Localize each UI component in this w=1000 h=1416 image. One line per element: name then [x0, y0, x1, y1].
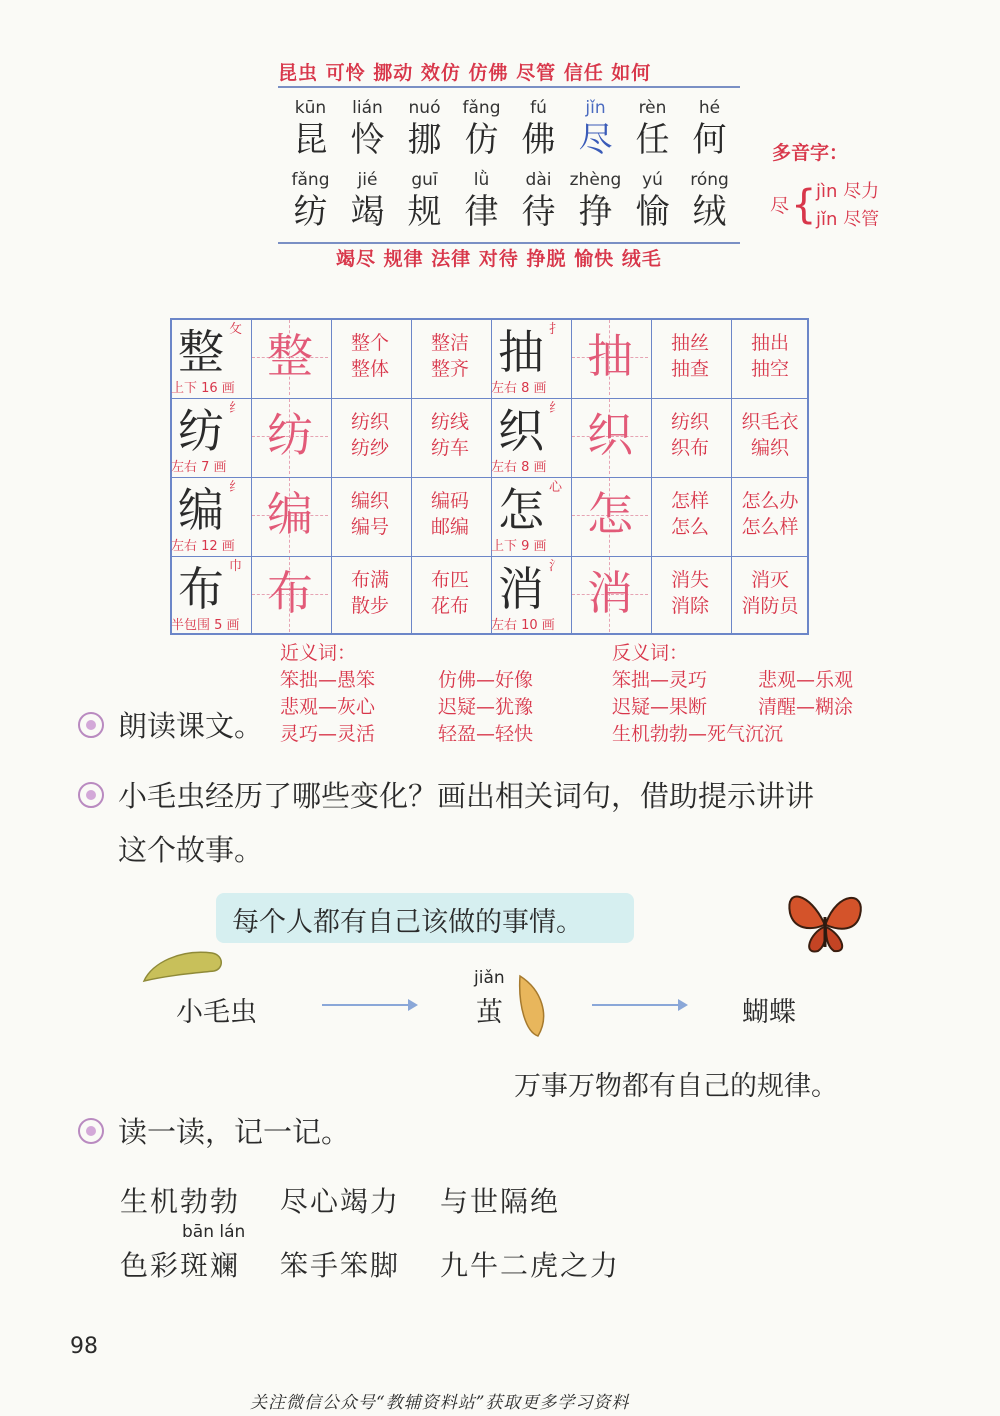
antonym-pair: 悲观—乐观: [758, 669, 854, 691]
character: 任: [635, 120, 670, 160]
structure-label: 左右 10 画: [491, 618, 555, 633]
word-pair: [410, 488, 490, 540]
words-cell: [730, 397, 810, 476]
reading: jìn 尽力: [816, 181, 880, 202]
structure-label: 左右 8 画: [491, 381, 547, 396]
word-pair: [330, 409, 410, 461]
word-pair: [330, 330, 410, 382]
radical: 扌: [548, 322, 562, 337]
word: 纺织: [350, 411, 389, 433]
words-cell: [650, 397, 730, 476]
character: 挣: [578, 192, 613, 232]
synonyms-col-2: [438, 667, 533, 748]
word: 编号: [350, 516, 389, 538]
radical: 攵: [228, 322, 242, 337]
radical: 纟: [228, 480, 242, 495]
idiom: 尽心竭力: [280, 1185, 401, 1218]
idiom: 色彩斑斓: [120, 1249, 241, 1282]
character-highlight: 尽: [578, 120, 613, 160]
pinyin-highlight: jǐn: [585, 98, 606, 118]
structure-label: 半包围 5 画: [171, 618, 240, 633]
pinyin: zhèng: [569, 170, 622, 190]
word: 怎么: [670, 516, 709, 538]
arrow-icon: [592, 1004, 686, 1006]
pinyin: guī: [411, 170, 438, 190]
trace-character: 纺: [267, 408, 313, 462]
new-words-list-2: 竭尽 规律 法律 对待 挣脱 愉快 绒毛: [336, 248, 662, 270]
radical: 氵: [548, 559, 562, 574]
word: 编织: [750, 437, 789, 459]
bullet-icon: [78, 782, 104, 808]
word: 花布: [430, 595, 469, 617]
words-cell: [730, 555, 810, 634]
pinyin: lián: [352, 98, 383, 118]
word: 编织: [350, 490, 389, 512]
structure-label: 左右 12 画: [171, 539, 235, 554]
radical: 纟: [548, 401, 562, 416]
character: 昆: [293, 120, 328, 160]
page-number: 98: [70, 1334, 98, 1359]
character: 仿: [464, 120, 499, 160]
character: 律: [464, 192, 499, 232]
trace-character: 整: [267, 329, 313, 383]
word: 散步: [350, 595, 389, 617]
char-cell: [490, 318, 570, 397]
character: 纺: [293, 192, 328, 232]
grid-character: 编: [178, 483, 224, 537]
word-pair: [330, 567, 410, 619]
word: 织布: [670, 437, 709, 459]
words-cell: [410, 555, 490, 634]
radical: 心: [548, 480, 562, 495]
trace-character: 织: [587, 408, 633, 462]
character: 佛: [521, 120, 556, 160]
footer-text: 关注微信公众号“教辅资料站”获取更多学习资料: [250, 1393, 630, 1413]
hint-banner-text: 每个人都有自己该做的事情。: [232, 907, 583, 938]
radical: 巾: [228, 559, 242, 574]
character: 愉: [635, 192, 670, 232]
words-cell: [330, 555, 410, 634]
trace-character: 怎: [587, 487, 633, 541]
butterfly-icon: [780, 885, 870, 965]
words-cell: [410, 476, 490, 555]
synonym-pair: 笨拙—愚笨: [280, 669, 376, 691]
trace-cell: [570, 318, 650, 397]
word-pair: [650, 330, 730, 382]
pinyin: nuó: [408, 98, 441, 118]
word: 抽查: [670, 358, 709, 380]
idiom: 与世隔绝: [440, 1185, 561, 1218]
idiom: 九牛二虎之力: [440, 1249, 621, 1282]
stage-butterfly: 蝴蝶: [742, 997, 796, 1028]
word-pair: [730, 488, 810, 540]
word: 消失: [670, 569, 709, 591]
stage-cocoon-pinyin: jiǎn: [474, 968, 505, 988]
word: 纺线: [430, 411, 469, 433]
antonym-pair: 生机勃勃—死气沉沉: [612, 723, 784, 745]
pinyin: rèn: [638, 98, 667, 118]
question-2-line-1: 小毛虫经历了哪些变化？画出相关词句，借助提示讲讲: [118, 779, 815, 813]
word-pair: [730, 567, 810, 619]
trace-character: 消: [587, 566, 633, 620]
structure-label: 上下 9 画: [491, 539, 547, 554]
words-cell: [730, 476, 810, 555]
structure-label: 上下 16 画: [171, 381, 235, 396]
word: 怎样: [670, 490, 709, 512]
synonym-pair: 仿佛—好像: [438, 669, 534, 691]
grid-character: 抽: [498, 325, 544, 379]
pinyin: fǎng: [462, 98, 501, 118]
stage-cocoon: 茧: [476, 997, 503, 1028]
word-pair: [410, 409, 490, 461]
word-pair: [330, 488, 410, 540]
word: 抽出: [750, 332, 789, 354]
arrow-icon: [322, 1004, 416, 1006]
divider-top: [278, 86, 740, 88]
word: 布满: [350, 569, 389, 591]
word-pair: [650, 488, 730, 540]
char-cell: [170, 318, 250, 397]
char-cell: [490, 555, 570, 634]
word-pair: [650, 567, 730, 619]
word: 整洁: [430, 332, 469, 354]
trace-character: 抽: [587, 329, 633, 383]
synonym-pair: 迟疑—犹豫: [438, 696, 534, 718]
polyphone-readings: [816, 178, 879, 234]
word: 纺车: [430, 437, 469, 459]
word: 怎么样: [741, 516, 799, 538]
trace-cell: [250, 397, 330, 476]
word: 布匹: [430, 569, 469, 591]
word-pair: [730, 409, 810, 461]
word: 消防员: [741, 595, 799, 617]
stage-caterpillar: 小毛虫: [176, 997, 257, 1028]
char-cell: [170, 397, 250, 476]
bullet-icon: [78, 712, 104, 738]
word: 纺纱: [350, 437, 389, 459]
antonym-pair: 清醒—糊涂: [758, 696, 854, 718]
trace-cell: [250, 476, 330, 555]
pinyin: dài: [525, 170, 552, 190]
word: 消除: [670, 595, 709, 617]
word-pair: [650, 409, 730, 461]
words-cell: [330, 318, 410, 397]
word-pair: [730, 330, 810, 382]
structure-label: 左右 7 画: [171, 460, 227, 475]
grid-character: 消: [498, 562, 544, 616]
trace-cell: [250, 318, 330, 397]
character: 绒: [692, 192, 727, 232]
char-row-1: [282, 96, 738, 160]
words-cell: [650, 318, 730, 397]
word: 整齐: [430, 358, 469, 380]
character: 竭: [350, 192, 385, 232]
bullet-icon: [78, 1118, 104, 1144]
synonym-pair: 轻盈—轻快: [438, 723, 534, 745]
words-cell: [410, 318, 490, 397]
char-cell: [170, 555, 250, 634]
antonyms-col-2: [758, 667, 853, 721]
grid-character: 织: [498, 404, 544, 458]
pinyin: jié: [357, 170, 378, 190]
words-cell: [410, 397, 490, 476]
word: 怎么办: [741, 490, 799, 512]
word: 整体: [350, 358, 389, 380]
word: 编码: [430, 490, 469, 512]
synonyms-col-1: [280, 667, 375, 748]
word: 消灭: [750, 569, 789, 591]
word: 抽丝: [670, 332, 709, 354]
idiom: 笨手笨脚: [280, 1249, 401, 1282]
trace-character: 编: [267, 487, 313, 541]
pinyin: yú: [642, 170, 663, 190]
radical: 纟: [228, 401, 242, 416]
trace-character: 布: [267, 566, 313, 620]
polyphone-char: [770, 182, 816, 228]
polyphone-title: 多音字：: [772, 142, 849, 164]
character: 何: [692, 120, 727, 160]
words-cell: [330, 476, 410, 555]
character: 挪: [407, 120, 442, 160]
grid-cells: [170, 318, 809, 635]
brace-icon: {: [791, 182, 817, 228]
word: 纺织: [670, 411, 709, 433]
character: 规: [407, 192, 442, 232]
synonyms-title: 近义词：: [280, 642, 357, 664]
word: 抽空: [750, 358, 789, 380]
char-cell: [170, 476, 250, 555]
polyphone-character: 尽: [770, 195, 790, 217]
question-1: 朗读课文。: [118, 709, 264, 743]
char-cell: [490, 476, 570, 555]
trace-cell: [570, 397, 650, 476]
words-cell: [650, 476, 730, 555]
caterpillar-icon: [140, 945, 226, 985]
pinyin: fǎng: [291, 170, 330, 190]
cocoon-icon: [512, 972, 552, 1042]
idiom-pinyin: bān lán: [182, 1222, 246, 1242]
antonyms-title: 反义词：: [612, 642, 689, 664]
synonym-pair: 悲观—灰心: [280, 696, 376, 718]
grid-character: 布: [178, 562, 224, 616]
words-cell: [730, 318, 810, 397]
word-pair: [410, 567, 490, 619]
words-cell: [330, 397, 410, 476]
antonym-pair: 笨拙—灵巧: [612, 669, 708, 691]
synonym-pair: 灵巧—灵活: [280, 723, 376, 745]
grid-character: 怎: [498, 483, 544, 537]
law-text: 万事万物都有自己的规律。: [514, 1071, 838, 1102]
pinyin: hé: [698, 98, 721, 118]
character: 怜: [350, 120, 385, 160]
pinyin: róng: [690, 170, 729, 190]
grid-character: 纺: [178, 404, 224, 458]
structure-label: 左右 8 画: [491, 460, 547, 475]
char-cell: [490, 397, 570, 476]
word-pair: [410, 330, 490, 382]
char-row-2: [282, 168, 738, 232]
idiom: 生机勃勃: [120, 1185, 241, 1218]
pinyin: lǜ: [473, 170, 490, 190]
new-words-list: 昆虫 可怜 挪动 效仿 仿佛 尽管 信任 如何: [278, 62, 652, 84]
word: 邮编: [430, 516, 469, 538]
word: 织毛衣: [741, 411, 799, 433]
reading: jǐn 尽管: [816, 209, 880, 230]
trace-cell: [570, 555, 650, 634]
antonym-pair: 迟疑—果断: [612, 696, 708, 718]
grid-character: 整: [178, 325, 224, 379]
question-3: 读一读，记一记。: [118, 1115, 351, 1149]
character: 待: [521, 192, 556, 232]
trace-cell: [250, 555, 330, 634]
pinyin: fú: [530, 98, 547, 118]
question-2-line-2: 这个故事。: [118, 833, 264, 867]
words-cell: [650, 555, 730, 634]
trace-cell: [570, 476, 650, 555]
word: 整个: [350, 332, 389, 354]
pinyin: kūn: [294, 98, 327, 118]
